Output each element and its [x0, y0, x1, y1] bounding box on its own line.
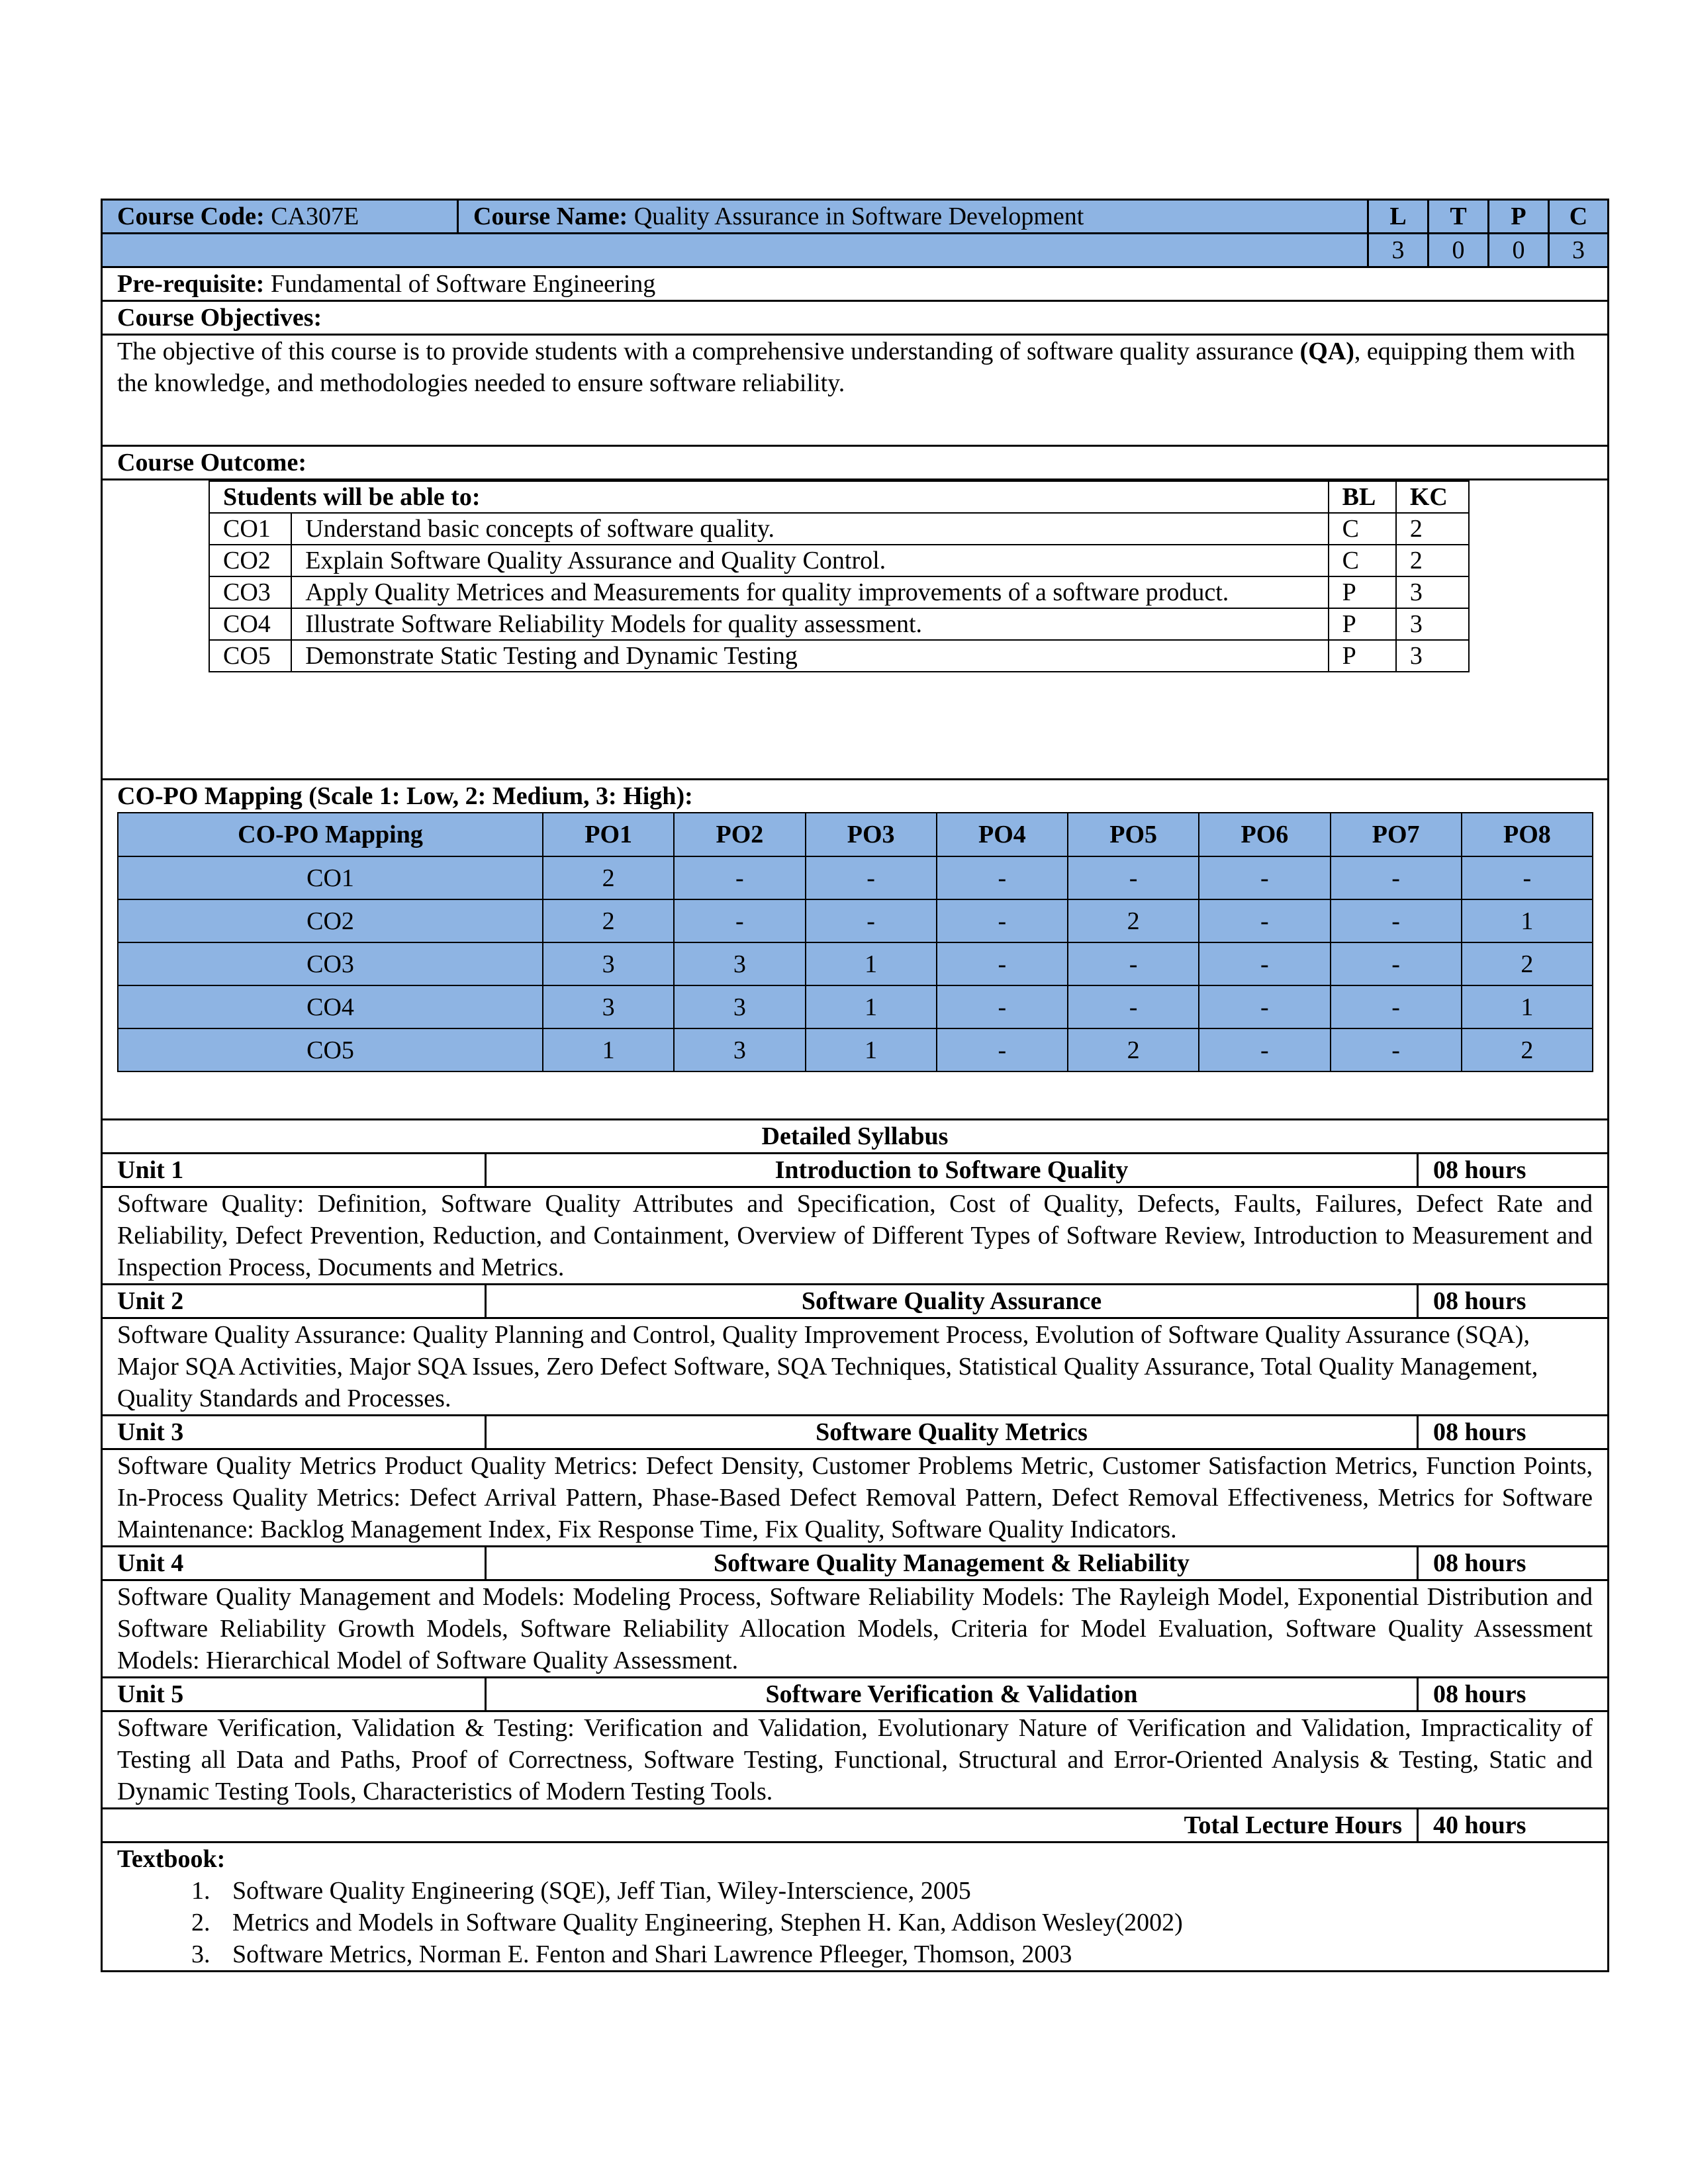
copo-cell: - [1331, 899, 1462, 942]
copo-cell: - [1199, 899, 1330, 942]
unit-number: Unit 3 [102, 1416, 486, 1449]
syllabus-table [101, 199, 1609, 1154]
unit-header-row [102, 1547, 1609, 1580]
copo-cell: - [1462, 856, 1593, 899]
outcome-text: Understand basic concepts of software quality. [291, 513, 1328, 545]
copo-cell: - [1068, 942, 1199, 985]
unit-content: Software Quality Management and Models: Modeling Process, Software Reliability Models: The Rayleigh Model, Exponential Distribution and Software Reliability Growth Models, Software Reliability Allocation Models, Criteria for Model Evaluation, Software Quality Assessment Models: Hierarchical Model of Software Quality Assessment. [102, 1580, 1609, 1678]
copo-cell: - [937, 942, 1068, 985]
copo-cell: CO3 [118, 942, 543, 985]
prerequisite-row [102, 267, 1609, 301]
unit-header-row [102, 1285, 1609, 1318]
copo-cell: - [937, 985, 1068, 1028]
unit-number: Unit 2 [102, 1285, 486, 1318]
prerequisite-label: Pre-requisite: [117, 270, 265, 298]
copo-header: PO3 [806, 813, 937, 856]
textbook-label: Textbook: [117, 1845, 226, 1873]
ltpc-label-p: P [1489, 200, 1549, 234]
outcome-kc: 2 [1396, 513, 1469, 545]
outcome-kc: 3 [1396, 608, 1469, 640]
copo-cell: 1 [543, 1028, 674, 1071]
objectives-text-bold: (QA) [1299, 338, 1354, 365]
unit-hours: 08 hours [1418, 1678, 1609, 1711]
outcome-bl: P [1329, 640, 1396, 672]
outcome-label: Course Outcome: [102, 446, 1609, 480]
copo-cell: - [1068, 985, 1199, 1028]
copo-cell: 3 [674, 985, 805, 1028]
textbook-item: 2. Metrics and Models in Software Quality Engineering, Stephen H. Kan, Addison Wesley(2002) [216, 1907, 1593, 1938]
copo-header: PO7 [1331, 813, 1462, 856]
objectives-text [102, 335, 1609, 446]
unit-number: Unit 4 [102, 1547, 486, 1580]
unit-content-row [102, 1187, 1609, 1285]
copo-cell: 2 [1462, 942, 1593, 985]
copo-cell: - [1331, 942, 1462, 985]
unit-number: Unit 5 [102, 1678, 486, 1711]
objectives-label: Course Objectives: [102, 301, 1609, 335]
unit-header-row [102, 1416, 1609, 1449]
copo-header: PO5 [1068, 813, 1199, 856]
total-hours-value: 40 hours [1418, 1809, 1609, 1843]
unit-content: Software Quality Metrics Product Quality Metrics: Defect Density, Customer Problems Metric, Customer Satisfaction Metrics, Function Points, In-Process Quality Metrics: Defect Arrival Pattern, Phase-Based Defect Removal Pattern, Defect Removal Effectiveness, Metrics for Software Maintenance: Backlog Management Index, Fix Response Time, Fix Quality, Software Quality Indicators. [102, 1449, 1609, 1547]
syllabus-title: Detailed Syllabus [102, 1120, 1609, 1154]
outcome-id: CO2 [209, 545, 291, 576]
copo-cell: 2 [1068, 1028, 1199, 1071]
course-syllabus-page [101, 199, 1607, 1972]
outcome-col-kc: KC [1396, 481, 1469, 513]
outcome-id: CO3 [209, 576, 291, 608]
copo-cell: - [674, 899, 805, 942]
copo-row [118, 856, 1593, 899]
unit-content: Software Verification, Validation & Testing: Verification and Validation, Evolutionary Nature of Verification and Validation, Impracticality of Testing all Data and Paths, Proof of Correctness, Software Testing, Functional, Structural and Error-Oriented Analysis & Testing, Static and Dynamic Testing Tools, Characteristics of Modern Testing Tools. [102, 1711, 1609, 1809]
copo-cell: CO5 [118, 1028, 543, 1071]
copo-cell: - [806, 856, 937, 899]
unit-content: Software Quality: Definition, Software Quality Attributes and Specification, Cost of Quality, Defects, Faults, Failures, Defect Rate and Reliability, Defect Prevention, Reduction, and Containment, Overview of Different Types of Software Review, Introduction to Measurement and Inspection Process, Documents and Metrics. [102, 1187, 1609, 1285]
course-name: Quality Assurance in Software Development [633, 203, 1084, 230]
outcome-kc: 3 [1396, 640, 1469, 672]
unit-header-row [102, 1678, 1609, 1711]
copo-cell: - [806, 899, 937, 942]
copo-row [118, 899, 1593, 942]
course-code-cell [102, 200, 458, 234]
unit-title: Software Quality Assurance [486, 1285, 1418, 1318]
outcome-header: Students will be able to: [209, 481, 1329, 513]
copo-cell: 3 [674, 1028, 805, 1071]
copo-row [118, 942, 1593, 985]
ltpc-label-t: T [1429, 200, 1489, 234]
outcome-row [209, 640, 1469, 672]
copo-cell: - [937, 856, 1068, 899]
unit-title: Introduction to Software Quality [486, 1154, 1418, 1187]
copo-section-row [102, 780, 1609, 1120]
outcome-row [209, 608, 1469, 640]
course-code-label: Course Code: [117, 203, 265, 230]
copo-cell: 3 [543, 942, 674, 985]
copo-cell: - [1199, 985, 1330, 1028]
unit-content-row [102, 1449, 1609, 1547]
textbook-row [102, 1843, 1609, 1972]
outcome-id: CO1 [209, 513, 291, 545]
outcome-text: Apply Quality Metrices and Measurements for quality improvements of a software product. [291, 576, 1328, 608]
ltpc-value-p: 0 [1489, 234, 1549, 267]
course-outcome-table [209, 480, 1470, 672]
copo-header: PO4 [937, 813, 1068, 856]
copo-cell: 2 [1462, 1028, 1593, 1071]
copo-header: PO2 [674, 813, 805, 856]
copo-cell: - [937, 899, 1068, 942]
copo-header: PO6 [1199, 813, 1330, 856]
copo-cell: - [1331, 985, 1462, 1028]
outcome-bl: C [1329, 513, 1396, 545]
outcome-row [209, 513, 1469, 545]
units-table [101, 1152, 1609, 1972]
unit-hours: 08 hours [1418, 1154, 1609, 1187]
copo-header: PO8 [1462, 813, 1593, 856]
unit-content-row [102, 1318, 1609, 1416]
copo-cell: - [1199, 856, 1330, 899]
course-name-cell [458, 200, 1368, 234]
copo-cell: - [1331, 1028, 1462, 1071]
ltpc-value-l: 3 [1368, 234, 1429, 267]
outcome-header-row [209, 481, 1469, 513]
textbook-list [117, 1875, 1593, 1970]
outcome-bl: C [1329, 545, 1396, 576]
outcome-kc: 2 [1396, 545, 1469, 576]
copo-label: CO-PO Mapping (Scale 1: Low, 2: Medium, 3: High): [117, 782, 693, 810]
copo-cell: 1 [806, 942, 937, 985]
total-hours-label: Total Lecture Hours [102, 1809, 1418, 1843]
copo-cell: CO4 [118, 985, 543, 1028]
copo-header-row [118, 813, 1593, 856]
copo-table [117, 812, 1593, 1072]
outcome-bl: P [1329, 608, 1396, 640]
copo-cell: 1 [806, 1028, 937, 1071]
unit-hours: 08 hours [1418, 1285, 1609, 1318]
outcome-table-row [102, 480, 1609, 780]
ltpc-value-c: 3 [1549, 234, 1609, 267]
unit-title: Software Verification & Validation [486, 1678, 1418, 1711]
objectives-label-row [102, 301, 1609, 335]
copo-cell: 3 [674, 942, 805, 985]
ltpc-values-row [102, 234, 1609, 267]
ltpc-value-t: 0 [1429, 234, 1489, 267]
copo-row [118, 1028, 1593, 1071]
outcome-id: CO4 [209, 608, 291, 640]
copo-cell: - [1199, 942, 1330, 985]
objectives-text-part1: The objective of this course is to provide students with a comprehensive understanding of software quality assurance [117, 338, 1300, 365]
syllabus-title-row [102, 1120, 1609, 1154]
ltpc-label-c: C [1549, 200, 1609, 234]
copo-cell: 2 [543, 856, 674, 899]
blank-cell [102, 234, 1368, 267]
copo-header: CO-PO Mapping [118, 813, 543, 856]
unit-hours: 08 hours [1418, 1547, 1609, 1580]
unit-content: Software Quality Assurance: Quality Planning and Control, Quality Improvement Process, Evolution of Software Quality Assurance (SQA), Major SQA Activities, Major SQA Issues, Zero Defect Software, SQA Techniques, Statistical Quality Assurance, Total Quality Management, Quality Standards and Processes. [102, 1318, 1609, 1416]
course-code: CA307E [271, 203, 359, 230]
copo-cell: 1 [806, 985, 937, 1028]
outcome-text: Illustrate Software Reliability Models for quality assessment. [291, 608, 1328, 640]
unit-title: Software Quality Management & Reliability [486, 1547, 1418, 1580]
objectives-text-part2: , equipping them with the knowledge, and methodologies needed to ensure software reliability. [117, 338, 1575, 397]
outcome-row [209, 545, 1469, 576]
copo-header: PO1 [543, 813, 674, 856]
copo-cell: - [1068, 856, 1199, 899]
copo-cell: 1 [1462, 985, 1593, 1028]
unit-number: Unit 1 [102, 1154, 486, 1187]
copo-cell: CO2 [118, 899, 543, 942]
prerequisite-value: Fundamental of Software Engineering [270, 270, 656, 298]
outcome-label-row [102, 446, 1609, 480]
ltpc-label-l: L [1368, 200, 1429, 234]
outcome-text: Demonstrate Static Testing and Dynamic Testing [291, 640, 1328, 672]
unit-hours: 08 hours [1418, 1416, 1609, 1449]
objectives-text-row [102, 335, 1609, 446]
copo-row [118, 985, 1593, 1028]
copo-cell: - [1199, 1028, 1330, 1071]
outcome-kc: 3 [1396, 576, 1469, 608]
copo-cell: 2 [1068, 899, 1199, 942]
copo-cell: 1 [1462, 899, 1593, 942]
unit-title: Software Quality Metrics [486, 1416, 1418, 1449]
outcome-bl: P [1329, 576, 1396, 608]
unit-content-row [102, 1711, 1609, 1809]
unit-content-row [102, 1580, 1609, 1678]
outcome-text: Explain Software Quality Assurance and Quality Control. [291, 545, 1328, 576]
textbook-item: 3. Software Metrics, Norman E. Fenton and Shari Lawrence Pfleeger, Thomson, 2003 [216, 1938, 1593, 1970]
outcome-col-bl: BL [1329, 481, 1396, 513]
copo-cell: - [1331, 856, 1462, 899]
total-hours-row [102, 1809, 1609, 1843]
course-name-label: Course Name: [473, 203, 628, 230]
unit-header-row [102, 1154, 1609, 1187]
textbook-item: 1. Software Quality Engineering (SQE), Jeff Tian, Wiley-Interscience, 2005 [216, 1875, 1593, 1907]
outcome-id: CO5 [209, 640, 291, 672]
copo-cell: 2 [543, 899, 674, 942]
outcome-row [209, 576, 1469, 608]
copo-cell: - [937, 1028, 1068, 1071]
course-header-row [102, 200, 1609, 234]
copo-cell: 3 [543, 985, 674, 1028]
copo-cell: - [674, 856, 805, 899]
copo-cell: CO1 [118, 856, 543, 899]
